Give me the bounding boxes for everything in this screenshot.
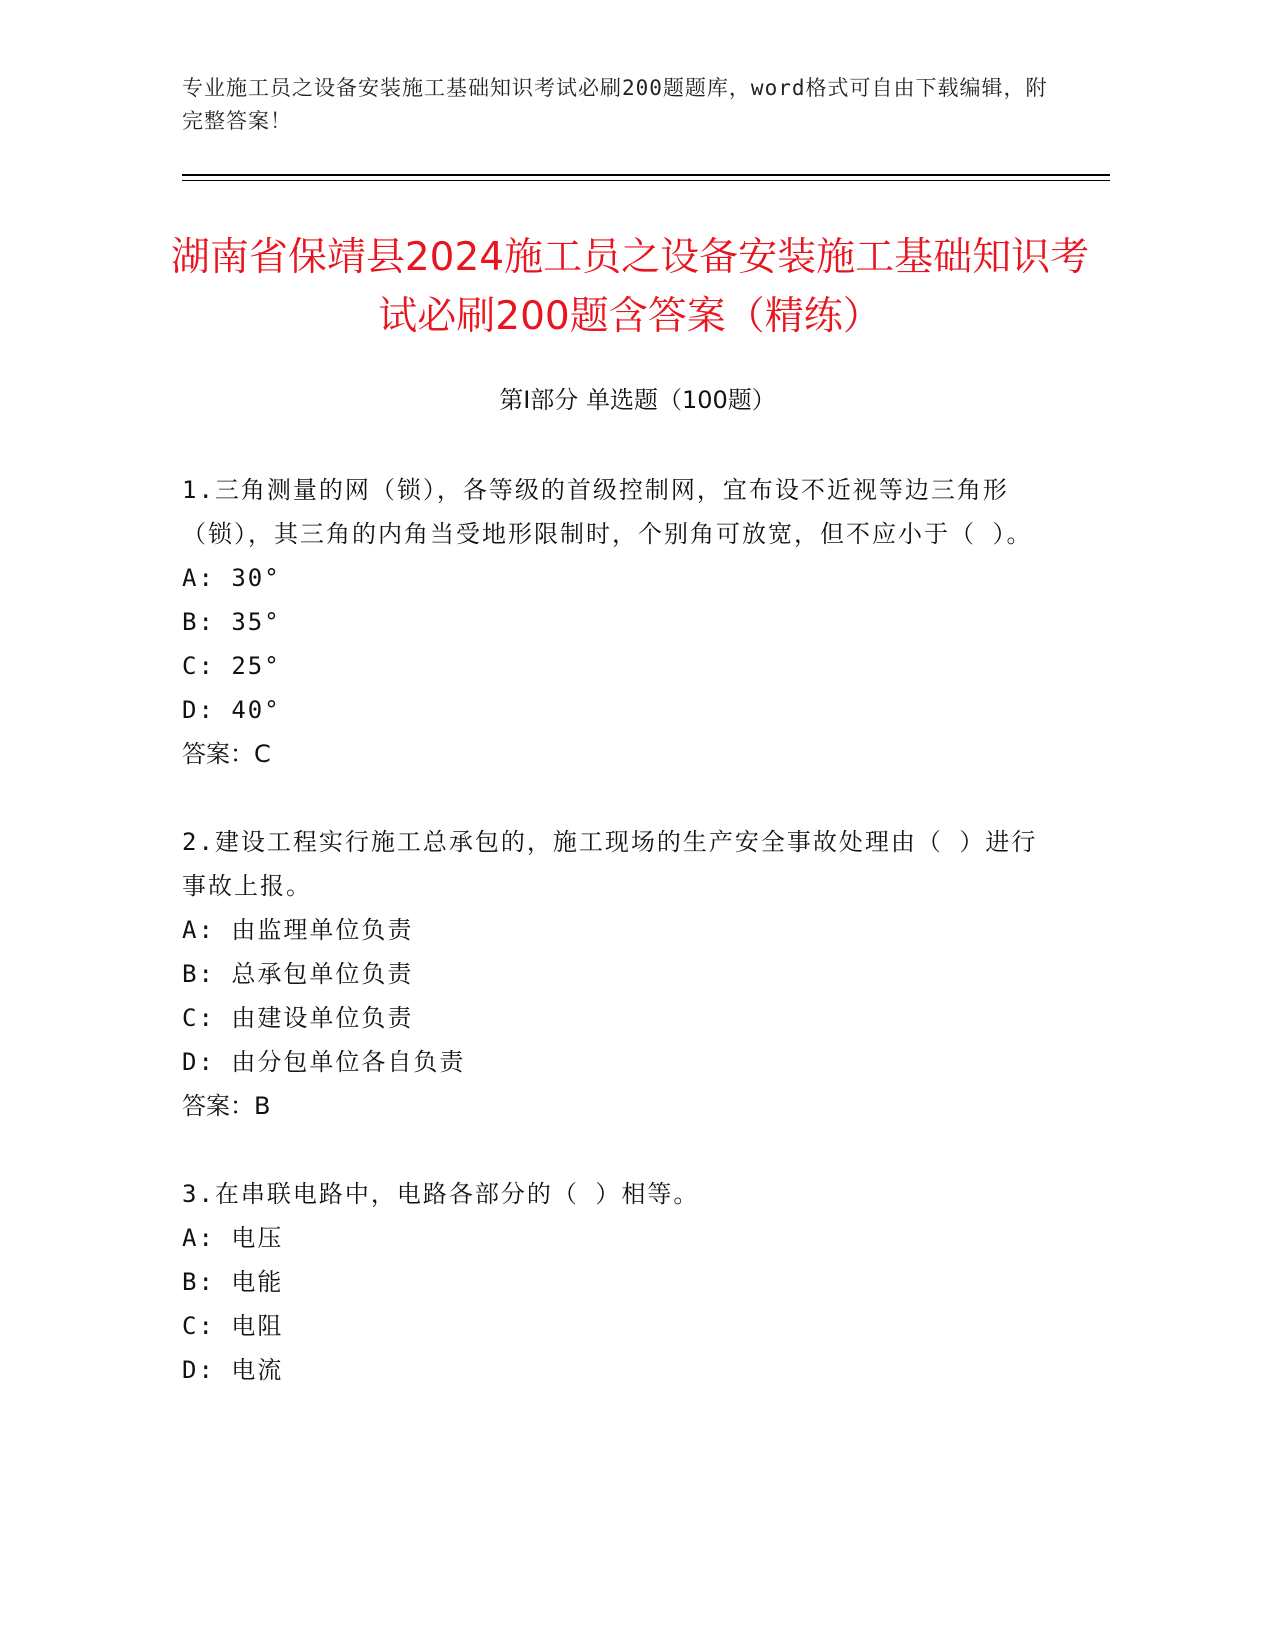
- option-c: C: 由建设单位负责: [182, 1004, 414, 1032]
- answer-text: 答案：C: [182, 740, 271, 768]
- option-b: B: 总承包单位负责: [182, 960, 414, 988]
- option-a: A: 电压: [182, 1224, 284, 1252]
- answer-text: 答案：B: [182, 1092, 271, 1120]
- question-stem: 1.三角测量的网（锁），各等级的首级控制网，宜布设不近视等边三角形（锁），其三角的内角当受地形限制时，个别角可放宽，但不应小于（ ）。: [182, 476, 1033, 548]
- question-stem: 3.在串联电路中，电路各部分的（ ）相等。: [182, 1180, 700, 1208]
- option-d: D: 电流: [182, 1356, 284, 1384]
- option-b: B: 电能: [182, 1268, 284, 1296]
- section-title: 第Ⅰ部分 单选题（100题）: [499, 386, 776, 414]
- option-a: A: 30°: [182, 564, 281, 592]
- option-a: A: 由监理单位负责: [182, 916, 414, 944]
- question-1: [182, 468, 1062, 776]
- option-d: D: 由分包单位各自负责: [182, 1048, 466, 1076]
- option-b: B: 35°: [182, 608, 281, 636]
- option-c: C: 25°: [182, 652, 281, 680]
- question-2: [182, 820, 1062, 1128]
- header-note: 专业施工员之设备安装施工基础知识考试必刷200题题库，word格式可自由下载编辑，附完整答案！: [182, 76, 1048, 133]
- question-list: [182, 468, 1062, 1436]
- option-c: C: 电阻: [182, 1312, 284, 1340]
- question-stem: 2.建设工程实行施工总承包的，施工现场的生产安全事故处理由（ ）进行事故上报。: [182, 828, 1038, 900]
- question-3: [182, 1172, 1062, 1392]
- option-d: D: 40°: [182, 696, 281, 724]
- document-title: 湖南省保靖县2024施工员之设备安装施工基础知识考试必刷200题含答案（精练）: [170, 235, 1090, 339]
- header-divider-thin: [182, 180, 1110, 181]
- header-divider-thick: [182, 174, 1110, 176]
